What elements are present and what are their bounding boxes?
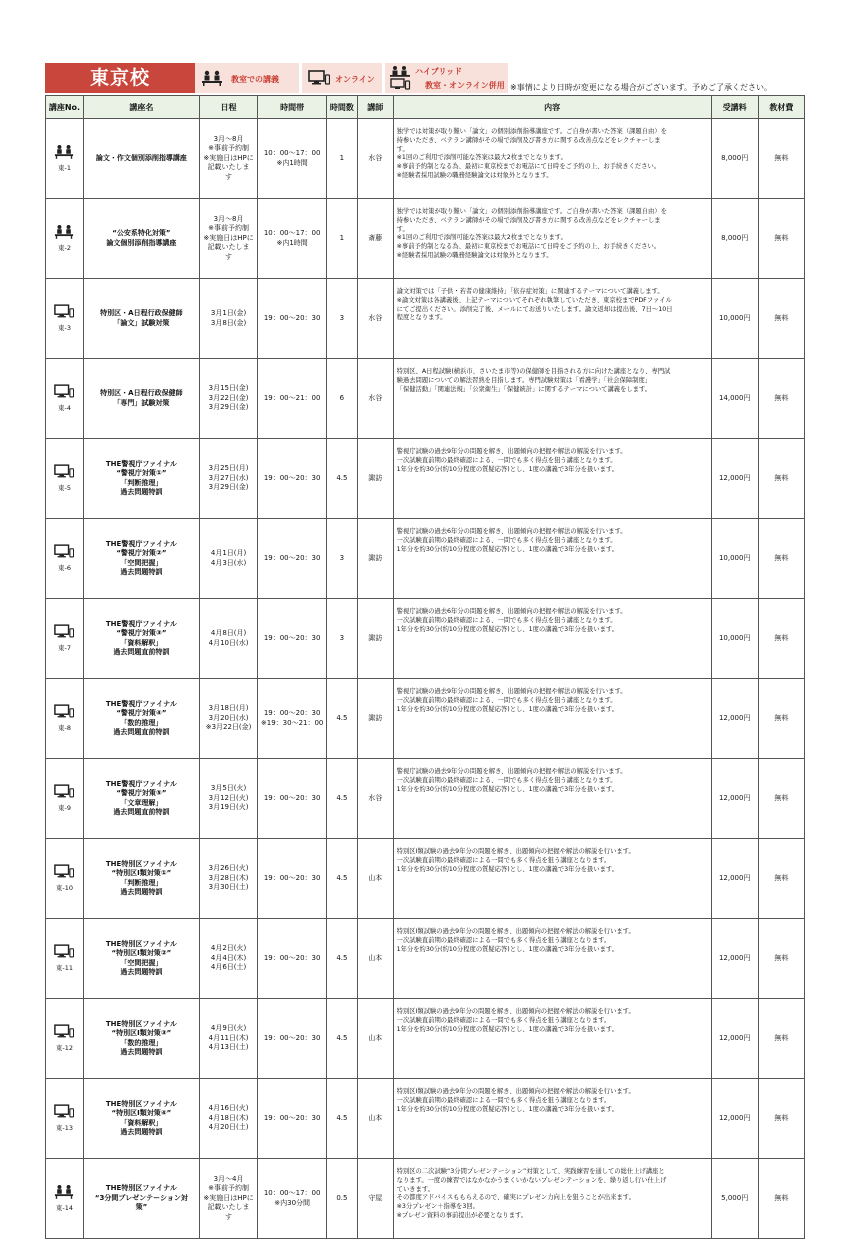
table-row — [46, 199, 805, 279]
course-fee: 12,000円 — [711, 1079, 758, 1159]
course-content: 特別区Ⅰ類試験の過去9年分の問題を解き、出題傾向の把握や解法の解説を行います。 一次試験直前期の最終確認による一問でも多く得点を狙う講座となります。 1年分を約30分(約10分程度の質疑応答)とし、1度の講義で3年分を扱います。 — [393, 999, 711, 1079]
course-content: 警視庁試験の過去6年分の問題を解き、出題傾向の把握や解法の解説を行います。 一次試験直前期の最終確認による、一問でも多く得点を狙う講座となります。 1年分を約30分(約10分程度の質疑応答)とし、1度の講義で3年分を扱います。 — [393, 599, 711, 679]
legend-classroom-label: 教室での講義 — [231, 75, 279, 84]
course-time: 19：00～20：30 — [258, 999, 327, 1079]
course-material-fee: 無料 — [758, 199, 804, 279]
course-content: 特別区Ⅰ類試験の過去9年分の問題を解き、出題傾向の把握や解法の解説を行います。 一次試験直前期の最終確認による一問でも多く得点を狙う講座となります。 1年分を約30分(約10分程度の質疑応答)とし、1度の講義で3年分を扱います。 — [393, 839, 711, 919]
course-dates: 3月1日(金) 3月8日(金) — [199, 279, 257, 359]
campus-title: 東京校 — [45, 63, 195, 93]
table-row — [46, 279, 805, 359]
course-dates: 3月18日(月) 3月20日(水) ※3月22日(金) — [199, 679, 257, 759]
online-icon — [54, 944, 74, 959]
course-hours: 4.5 — [327, 679, 358, 759]
course-dates: 3月15日(金) 3月22日(金) 3月29日(金) — [199, 359, 257, 439]
header-dates: 日程 — [199, 96, 257, 119]
course-teacher: 山本 — [357, 999, 393, 1079]
course-no: 東-9 — [57, 804, 71, 813]
course-hours: 4.5 — [327, 999, 358, 1079]
course-dates: 4月9日(火) 4月11日(木) 4月13日(土) — [199, 999, 257, 1079]
online-icon — [54, 704, 74, 719]
course-no-cell — [46, 1079, 84, 1159]
course-content: 警視庁試験の過去9年分の問題を解き、出題傾向の把握や解法の解説を行います。 一次試験直前期の最終確認による、一問でも多く得点を狙う講座となります。 1年分を約30分(約10分程度の質疑応答)とし、1度の講義で3年分を扱います。 — [393, 439, 711, 519]
course-content: 論文対策では「子供・若者の健康維持」「依存症対策」に関連するテーマについて講義します。 ※論文対策は各講義後、上記テーマについてそれぞれ執筆していただき、東京校までPDFファイル にてご提出ください。添削完了後、メールにてお送りいたします。論文返却は提出後、7日～10日 程度となります。 — [393, 279, 711, 359]
course-time: 10：00～17：00 ※内1時間 — [258, 199, 327, 279]
course-time: 19：00～20：30 — [258, 519, 327, 599]
legend-hybrid-label: ハイブリッド — [415, 67, 463, 76]
course-teacher: 諏訪 — [357, 679, 393, 759]
legend-hybrid — [385, 63, 508, 93]
course-content: 特別区、A日程試験(横浜市、さいたま市等)の保健師を目指される方に向けた講座となり、専門試 験過去問題についての解法習熟を目指します。専門試験対策は「看護学」「社会保障制度」 「保健活動」「関連法規」「公衆衛生」「保健統計」に関するテーマについて講義をします。 — [393, 359, 711, 439]
course-dates: 3月～4月 ※事前予約制 ※実施日はHPに 記載いたしま す — [199, 1159, 257, 1239]
header-teacher: 講師 — [357, 96, 393, 119]
course-name: THE警視庁ファイナル “警視庁対策②” 「空間把握」 過去問題特訓 — [83, 519, 199, 599]
course-fee: 12,000円 — [711, 679, 758, 759]
course-no-cell — [46, 919, 84, 999]
course-time: 19：00～20：30 — [258, 839, 327, 919]
course-no: 東-7 — [57, 644, 71, 653]
online-icon — [54, 1104, 74, 1119]
course-content: 特別区の二次試験“3分間プレゼンテーション”対策として、実践練習を通しての総仕上げ講座と なります。一度の練習ではなかなかうまくいかないプレゼンテーションを、繰り返し行い仕上げ ていきます。 その都度アドバイスももらえるので、確実にプレゼン力向上を狙うことが出来ます。 ※3分プレゼン＋指導を3回。 ※プレゼン資料の事前提出が必要となります。 — [393, 1159, 711, 1239]
course-no-cell — [46, 439, 84, 519]
course-material-fee: 無料 — [758, 679, 804, 759]
legend-hybrid-sublabel: 教室・オンライン併用 — [425, 81, 505, 90]
course-no-cell — [46, 119, 84, 199]
course-material-fee: 無料 — [758, 439, 804, 519]
course-no: 東-4 — [57, 404, 71, 413]
course-no: 東-2 — [57, 244, 71, 253]
header-fee: 受講料 — [711, 96, 758, 119]
classroom-icon — [54, 144, 74, 159]
course-material-fee: 無料 — [758, 519, 804, 599]
course-name: “公安系特化対策” 論文個別添削指導講座 — [83, 199, 199, 279]
course-material-fee: 無料 — [758, 1159, 804, 1239]
course-name: THE警視庁ファイナル “警視庁対策④” 「数的推理」 過去問題直前特訓 — [83, 679, 199, 759]
course-dates: 4月16日(火) 4月18日(木) 4月20日(土) — [199, 1079, 257, 1159]
online-icon — [54, 864, 74, 879]
course-no-cell — [46, 519, 84, 599]
table-row — [46, 919, 805, 999]
course-no-cell — [46, 679, 84, 759]
course-no-cell — [46, 279, 84, 359]
course-no: 東-8 — [57, 724, 71, 733]
course-material-fee: 無料 — [758, 919, 804, 999]
classroom-icon — [54, 1184, 74, 1199]
course-no: 東-11 — [55, 964, 74, 973]
table-row — [46, 1079, 805, 1159]
course-teacher: 山本 — [357, 919, 393, 999]
page-header — [45, 63, 805, 93]
course-dates: 3月5日(火) 3月12日(火) 3月19日(火) — [199, 759, 257, 839]
course-content: 独学では対策が取り難い「論文」の個別添削指導講座です。ご自身が書いた答案（課題自由）を 持参いただき、ベテラン講師がその場で添削及び書き方に関する改善点などをレクチャーしま す。 ※1回のご利用で添削可能な答案は最大2枚までとなります。 ※事前予約制となる為、最初に東京校までお電話にて日時をご予約の上、お手続きください。 ※経験者採用試験の職務経験論文は対象外となります。 — [393, 199, 711, 279]
course-no-cell — [46, 759, 84, 839]
course-name: 論文・作文個別添削指導講座 — [83, 119, 199, 199]
online-icon — [54, 544, 74, 559]
course-hours: 4.5 — [327, 759, 358, 839]
course-content: 特別区Ⅰ類試験の過去9年分の問題を解き、出題傾向の把握や解法の解説を行います。 一次試験直前期の最終確認による一問でも多く得点を狙う講座となります。 1年分を約30分(約10分程度の質疑応答)とし、1度の講義で3年分を扱います。 — [393, 1079, 711, 1159]
legend-online — [302, 63, 382, 93]
course-material-fee: 無料 — [758, 759, 804, 839]
course-content: 独学では対策が取り難い「論文」の個別添削指導講座です。ご自身が書いた答案（課題自由）を 持参いただき、ベテラン講師がその場で添削及び書き方に関する改善点などをレクチャーしま す。 ※1回のご利用で添削可能な答案は最大2枚までとなります。 ※事前予約制となる為、最初に東京校までお電話にて日時をご予約の上、お手続きください。 ※経験者採用試験の職務経験論文は対象外となります。 — [393, 119, 711, 199]
course-no-cell — [46, 199, 84, 279]
course-teacher: 水谷 — [357, 119, 393, 199]
course-dates: 3月26日(火) 3月28日(木) 3月30日(土) — [199, 839, 257, 919]
course-teacher: 守屋 — [357, 1159, 393, 1239]
course-time: 10：00～17：00 ※内30分間 — [258, 1159, 327, 1239]
course-hours: 4.5 — [327, 439, 358, 519]
course-hours: 1 — [327, 119, 358, 199]
course-time: 19：00～20：30 — [258, 1079, 327, 1159]
legend-online-label: オンライン — [335, 75, 375, 84]
course-content: 特別区Ⅰ類試験の過去9年分の問題を解き、出題傾向の把握や解法の解説を行います。 一次試験直前期の最終確認による一問でも多く得点を狙う講座となります。 1年分を約30分(約10分程度の質疑応答)とし、1度の講義で3年分を扱います。 — [393, 919, 711, 999]
course-fee: 12,000円 — [711, 919, 758, 999]
table-row — [46, 599, 805, 679]
course-table — [45, 95, 805, 1239]
online-icon — [54, 464, 74, 479]
course-fee: 10,000円 — [711, 279, 758, 359]
course-name: THE警視庁ファイナル “警視庁対策⑤” 「文章理解」 過去問題直前特訓 — [83, 759, 199, 839]
online-icon — [54, 1024, 74, 1039]
course-time: 19：00～21：00 — [258, 359, 327, 439]
course-fee: 14,000円 — [711, 359, 758, 439]
classroom-icon — [54, 224, 74, 239]
table-row — [46, 999, 805, 1079]
course-no: 東-14 — [55, 1204, 74, 1213]
course-material-fee: 無料 — [758, 279, 804, 359]
course-name: THE特別区ファイナル “特別区Ⅰ類対策②” 「空間把握」 過去問題特訓 — [83, 919, 199, 999]
header-hours: 時間数 — [327, 96, 358, 119]
course-teacher: 諏訪 — [357, 599, 393, 679]
course-dates: 3月～8月 ※事前予約制 ※実施日はHPに 記載いたしま す — [199, 199, 257, 279]
course-time: 19：00～20：30 — [258, 599, 327, 679]
course-no-cell — [46, 1159, 84, 1239]
course-material-fee: 無料 — [758, 599, 804, 679]
course-dates: 4月8日(月) 4月10日(水) — [199, 599, 257, 679]
course-hours: 6 — [327, 359, 358, 439]
course-no: 東-13 — [55, 1124, 74, 1133]
classroom-icon — [201, 70, 223, 86]
online-icon — [54, 304, 74, 319]
course-no: 東-12 — [55, 1044, 74, 1053]
course-hours: 4.5 — [327, 839, 358, 919]
hybrid-icon — [388, 65, 412, 91]
course-no: 東-10 — [55, 884, 74, 893]
table-row — [46, 759, 805, 839]
course-teacher: 水谷 — [357, 759, 393, 839]
table-header-row — [46, 96, 805, 119]
table-row — [46, 119, 805, 199]
course-name: THE警視庁ファイナル “警視庁対策①” 「判断推理」 過去問題特訓 — [83, 439, 199, 519]
course-fee: 12,000円 — [711, 839, 758, 919]
course-dates: 4月1日(月) 4月3日(水) — [199, 519, 257, 599]
course-no: 東-1 — [57, 164, 71, 173]
course-teacher: 諏訪 — [357, 439, 393, 519]
course-no-cell — [46, 599, 84, 679]
course-time: 19：00～20：30 — [258, 759, 327, 839]
table-row — [46, 439, 805, 519]
course-fee: 10,000円 — [711, 599, 758, 679]
header-name: 講座名 — [83, 96, 199, 119]
online-icon — [54, 624, 74, 639]
online-icon — [54, 784, 74, 799]
course-content: 警視庁試験の過去9年分の問題を解き、出題傾向の把握や解法の解説を行います。 一次試験直前期の最終確認による、一問でも多く得点を狙う講座となります。 1年分を約30分(約10分程度の質疑応答)とし、1度の講義で3年分を扱います。 — [393, 679, 711, 759]
course-no-cell — [46, 999, 84, 1079]
table-row — [46, 359, 805, 439]
header-material: 教材費 — [758, 96, 804, 119]
legend-classroom — [195, 63, 299, 93]
course-time: 19：00～20：30 ※19：30～21：00 — [258, 679, 327, 759]
course-hours: 1 — [327, 199, 358, 279]
table-row — [46, 1159, 805, 1239]
course-fee: 8,000円 — [711, 119, 758, 199]
course-fee: 10,000円 — [711, 519, 758, 599]
course-fee: 12,000円 — [711, 999, 758, 1079]
course-name: THE警視庁ファイナル “警視庁対策③” 「資料解釈」 過去問題直前特訓 — [83, 599, 199, 679]
course-dates: 3月～8月 ※事前予約制 ※実施日はHPに 記載いたしま す — [199, 119, 257, 199]
header-content: 内容 — [393, 96, 711, 119]
course-no-cell — [46, 839, 84, 919]
course-material-fee: 無料 — [758, 1079, 804, 1159]
course-material-fee: 無料 — [758, 359, 804, 439]
course-hours: 4.5 — [327, 919, 358, 999]
course-material-fee: 無料 — [758, 839, 804, 919]
course-hours: 3 — [327, 519, 358, 599]
course-material-fee: 無料 — [758, 999, 804, 1079]
course-teacher: 山本 — [357, 1079, 393, 1159]
schedule-notice: ※事情により日時が変更になる場合がございます。予めご了承ください。 — [510, 83, 773, 92]
course-time: 19：00～20：30 — [258, 439, 327, 519]
course-fee: 12,000円 — [711, 759, 758, 839]
online-icon — [54, 384, 74, 399]
course-teacher: 水谷 — [357, 279, 393, 359]
table-row — [46, 679, 805, 759]
course-no: 東-5 — [57, 484, 71, 493]
course-content: 警視庁試験の過去6年分の問題を解き、出題傾向の把握や解法の解説を行います。 一次試験直前期の最終確認による、一問でも多く得点を狙う講座となります。 1年分を約30分(約10分程度の質疑応答)とし、1度の講義で3年分を扱います。 — [393, 519, 711, 599]
course-hours: 3 — [327, 599, 358, 679]
course-name: THE特別区ファイナル “特別区Ⅰ類対策③” 「数的推理」 過去問題特訓 — [83, 999, 199, 1079]
table-row — [46, 519, 805, 599]
course-hours: 3 — [327, 279, 358, 359]
header-no: 講座No. — [46, 96, 84, 119]
course-name: 特別区・A日程行政保健師 「論文」試験対策 — [83, 279, 199, 359]
course-teacher: 山本 — [357, 839, 393, 919]
course-name: THE特別区ファイナル “特別区Ⅰ類対策④” 「資料解釈」 過去問題特訓 — [83, 1079, 199, 1159]
course-name: THE特別区ファイナル “特別区Ⅰ類対策①” 「判断推理」 過去問題特訓 — [83, 839, 199, 919]
course-no: 東-3 — [57, 324, 71, 333]
course-teacher: 諏訪 — [357, 519, 393, 599]
course-fee: 8,000円 — [711, 199, 758, 279]
course-name: 特別区・A日程行政保健師 「専門」試験対策 — [83, 359, 199, 439]
course-material-fee: 無料 — [758, 119, 804, 199]
course-fee: 12,000円 — [711, 439, 758, 519]
course-time: 19：00～20：30 — [258, 279, 327, 359]
course-dates: 4月2日(火) 4月4日(木) 4月6日(土) — [199, 919, 257, 999]
course-hours: 4.5 — [327, 1079, 358, 1159]
course-dates: 3月25日(月) 3月27日(水) 3月29日(金) — [199, 439, 257, 519]
course-time: 19：00～20：30 — [258, 919, 327, 999]
header-time: 時間帯 — [258, 96, 327, 119]
course-name: THE特別区ファイナル “3分間プレゼンテーション対 策” — [83, 1159, 199, 1239]
table-row — [46, 839, 805, 919]
course-fee: 5,000円 — [711, 1159, 758, 1239]
course-content: 警視庁試験の過去9年分の問題を解き、出題傾向の把握や解法の解説を行います。 一次試験直前期の最終確認による、一問でも多く得点を狙う講座となります。 1年分を約30分(約10分程度の質疑応答)とし、1度の講義で3年分を扱います。 — [393, 759, 711, 839]
course-no: 東-6 — [57, 564, 71, 573]
course-time: 10：00～17：00 ※内1時間 — [258, 119, 327, 199]
course-no-cell — [46, 359, 84, 439]
course-teacher: 水谷 — [357, 359, 393, 439]
online-icon — [308, 70, 330, 86]
course-hours: 0.5 — [327, 1159, 358, 1239]
course-teacher: 斎藤 — [357, 199, 393, 279]
